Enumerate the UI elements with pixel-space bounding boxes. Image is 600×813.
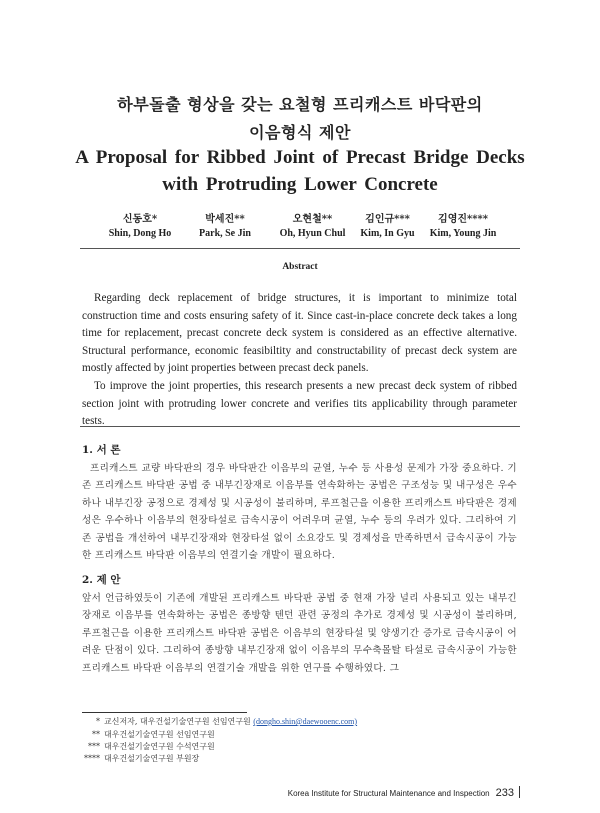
institute-name: Korea Institute for Structural Maintenance and Inspection bbox=[287, 789, 490, 798]
author-name-ko: 김영진**** bbox=[438, 214, 488, 225]
section-2-heading: 2. 제 안 bbox=[82, 574, 121, 586]
corresponding-email-link[interactable]: (dongho.shin@daewooenc.com) bbox=[253, 717, 358, 726]
author-name-en: Kim, Young Jin bbox=[429, 228, 497, 239]
author-name-ko: 김인규*** bbox=[365, 214, 410, 225]
footnote-text: 대우건설기술연구원 수석연구원 bbox=[104, 742, 215, 751]
author-5 bbox=[418, 210, 508, 239]
author-name-ko: 신동호* bbox=[122, 214, 158, 225]
author-name-en: Oh, Hyun Chul bbox=[279, 228, 346, 239]
footnote-mark: **** bbox=[84, 754, 100, 763]
footnote-text: 대우건설기술연구원 부원장 bbox=[104, 754, 200, 763]
footnote-divider bbox=[82, 712, 247, 713]
footnote-mark: ** bbox=[92, 730, 100, 739]
english-title-line-2: with Protruding Lower Concrete bbox=[162, 174, 438, 195]
footnote-2 bbox=[82, 729, 215, 741]
abstract-divider bbox=[80, 426, 520, 427]
author-2 bbox=[185, 210, 265, 239]
section-2-text: 앞서 언급하였듯이 기존에 개발된 프리캐스트 바닥판 공법 중 현재 가장 널리 사용되고 있는 내부긴장재로 이음부를 연속화하는 공법은 종방향 텐던 관련 공정의 추가로 경제성 및 시공성이 불리하며, 루프철근을 이용한 프리캐스트 바닥판 공법은 이음부의 현장타설 및 양생기간 증가로 급속시공이 어려운 단점이 있다. 그리하여 종방향 내부긴장재 없이 이음부의 무수축몰탈 타설로 급속시공이 가능한 프리캐스트 바닥판 이음부의 연결기술 개발을 위한 연구를 수행하였다. 그 bbox=[82, 593, 517, 674]
author-name-ko: 오현철** bbox=[292, 214, 333, 225]
section-1-heading: 1. 서 론 bbox=[82, 444, 121, 456]
page-number: 233 bbox=[495, 787, 514, 799]
footnote-text: 대우건설기술연구원 선임연구원 bbox=[104, 730, 215, 739]
author-name-ko: 박세진** bbox=[205, 214, 245, 225]
author-1 bbox=[100, 210, 180, 239]
footnote-mark: *** bbox=[88, 742, 100, 751]
footnote-text: 교신저자, 대우건설기술연구원 선임연구원 bbox=[104, 717, 251, 726]
page-footer bbox=[288, 786, 520, 799]
abstract-paragraph-1: Regarding deck replacement of bridge structures, it is important to minimize total construction time and costs ensuring safety of it. Since cast-in-place concrete deck takes a long time for replacement, precast concrete deck system is considered as an effective alternative. Structural performance, economic feasibiltity and constructability of precast deck system are mostly affected by joint properties between precast deck panels. bbox=[82, 292, 517, 375]
author-name-en: Kim, In Gyu bbox=[360, 228, 415, 239]
footnote-4 bbox=[82, 753, 199, 765]
abstract-heading: Abstract bbox=[282, 262, 318, 272]
header-divider bbox=[80, 248, 520, 249]
footer-bar bbox=[519, 786, 520, 798]
footnote-3 bbox=[82, 741, 215, 753]
korean-title-line-2: 이음형식 제안 bbox=[249, 123, 351, 142]
section-1-text: 프리캐스트 교량 바닥판의 경우 바닥판간 이음부의 균열, 누수 등 사용성 문제가 가장 중요하다. 기존 프리캐스트 바닥판 공법 중 내부긴장재로 이음부를 연속화하는 공법은 구조성능 및 내구성은 우수하나 내부긴장 공정으로 경제성 및 시공성이 불리하며, 루프철근을 이용한 프리캐스트 바닥판은 경제성은 우수하나 이음부의 현장타설로 급속시공이 어려우며 균열, 누수 등의 우려가 있다. 그리하여 기존 공법을 개선하여 내부긴장재와 현장타설 없이 소요강도 및 경제성을 만족하면서 급속시공이 가능한 프리캐스트 바닥판 이음부의 연결기술 개발이 필요하다. bbox=[82, 463, 517, 562]
footnote-mark: * bbox=[96, 717, 100, 726]
author-name-en: Shin, Dong Ho bbox=[108, 228, 172, 239]
korean-title-line-1: 하부돌출 형상을 갖는 요철형 프리캐스트 바닥판의 bbox=[117, 95, 483, 114]
english-title-line-1: A Proposal for Ribbed Joint of Precast Bridge Decks bbox=[75, 147, 525, 168]
footnote-1 bbox=[82, 716, 357, 728]
author-name-en: Park, Se Jin bbox=[199, 228, 251, 239]
abstract-paragraph-2: To improve the joint properties, this research presents a new precast deck system of ribbed section joint with protruding lower concrete and verifies tits applicability through parameter tests. bbox=[82, 380, 517, 428]
